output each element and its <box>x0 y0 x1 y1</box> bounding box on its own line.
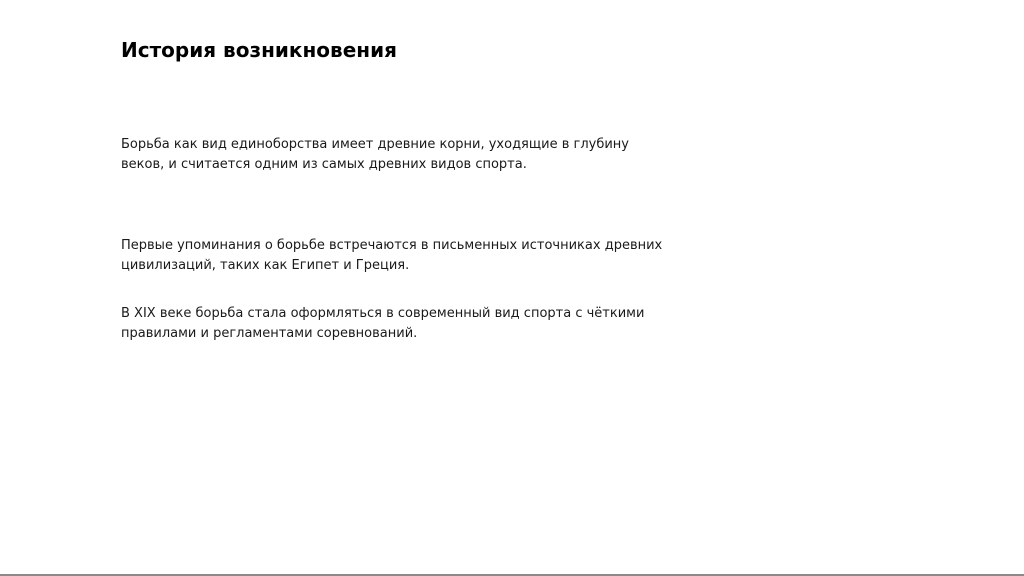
paragraph-line: Первые упоминания о борьбе встречаются в письменных источниках древних <box>121 238 663 253</box>
paragraph-line: цивилизаций, таких как Египет и Греция. <box>121 258 410 273</box>
paragraph-origins <box>121 135 681 175</box>
paragraph-line: Борьба как вид единоборства имеет древние корни, уходящие в глубину <box>121 137 629 152</box>
paragraph-modern-sport <box>121 304 681 344</box>
slide-title: История возникновения <box>121 38 397 62</box>
paragraph-line: правилами и регламентами соревнований. <box>121 326 418 341</box>
paragraph-first-mentions <box>121 236 681 276</box>
paragraph-line: веков, и считается одним из самых древних видов спорта. <box>121 157 527 172</box>
paragraph-line: В XIX веке борьба стала оформляться в современный вид спорта с чёткими <box>121 306 645 321</box>
